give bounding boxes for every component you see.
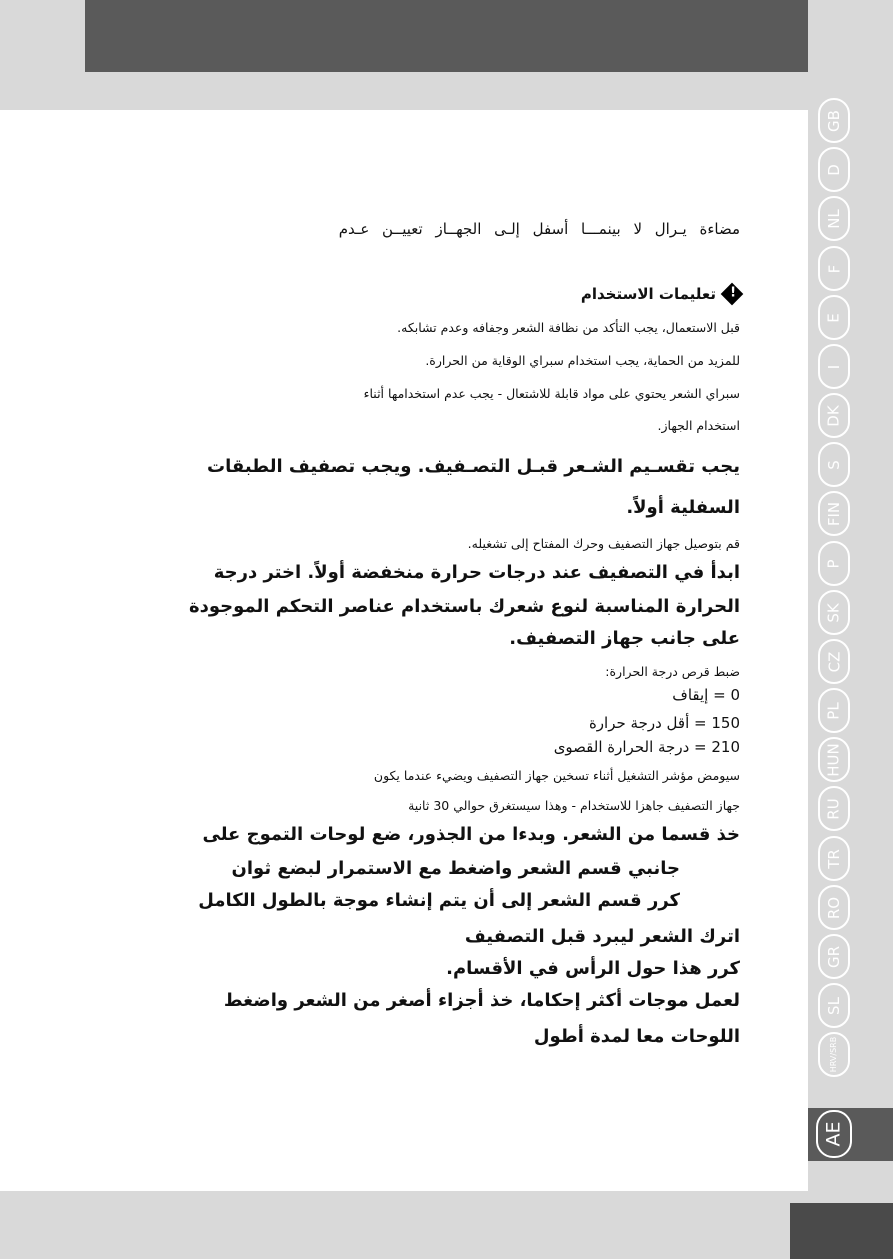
lang-tab-ro[interactable]: RO: [818, 885, 850, 930]
temp-setting: 210 = درجة الحرارة القصوى: [553, 738, 740, 756]
page-number-box: [790, 1203, 893, 1259]
lang-tab-tr[interactable]: TR: [818, 836, 850, 881]
paragraph: جهاز التصفيف جاهزا للاستخدام - وهذا سيستغرق حوالي 30 ثانية: [408, 798, 740, 813]
lang-tab-hrv-srb[interactable]: HRV/SRB: [818, 1032, 850, 1077]
warning-icon: [721, 283, 744, 306]
lang-tab-p[interactable]: P: [818, 541, 850, 586]
paragraph: خذ قسما من الشعر. وبدءا من الجذور، ضع لوحات التموج على: [202, 824, 740, 845]
paragraph: كرر هذا حول الرأس في الأقسام.: [446, 958, 740, 979]
lang-tab-dk[interactable]: DK: [818, 393, 850, 438]
lang-tab-gr[interactable]: GR: [818, 934, 850, 979]
paragraph: سيومض مؤشر التشغيل أثناء تسخين جهاز التصفيف ويضيء عندما يكون: [373, 768, 740, 783]
paragraph: يجب تقسـيم الشـعر قبـل التصـفيف. ويجب تصفيف الطبقات: [207, 456, 740, 477]
paragraph: ابدأ في التصفيف عند درجات حرارة منخفضة أولاً. اختر درجة: [213, 562, 740, 583]
paragraph: استخدام الجهاز.: [657, 418, 740, 433]
lang-tab-d[interactable]: D: [818, 147, 850, 192]
paragraph: سبراي الشعر يحتوي على مواد قابلة للاشتعال - يجب عدم استخدامها أثناء: [363, 386, 740, 401]
lang-tab-s[interactable]: S: [818, 442, 850, 487]
lang-tab-pl[interactable]: PL: [818, 688, 850, 733]
paragraph: للمزيد من الحماية، يجب استخدام سبراي الوقاية من الحرارة.: [425, 353, 740, 368]
lang-tab-e[interactable]: E: [818, 295, 850, 340]
paragraph: السفلية أولاً.: [626, 497, 740, 518]
warning-line: مضاءة يـرال لا بينمـــا أسفل إلـى الجهــاز تعييــن عـدم: [338, 220, 740, 238]
temp-setting: 150 = أقل درجة حرارة: [588, 714, 740, 732]
paragraph: اللوحات معا لمدة أطول: [533, 1026, 740, 1047]
section-title: ! تعليمات الاستخدام: [581, 285, 740, 303]
lang-tab-nl[interactable]: NL: [818, 196, 850, 241]
temp-setting: 0 = إيقاف: [672, 686, 740, 704]
paragraph: قم بتوصيل جهاز التصفيف وحرك المفتاح إلى تشغيله.: [467, 536, 740, 551]
lang-tab-ru[interactable]: RU: [818, 786, 850, 831]
lang-tab-sk[interactable]: SK: [818, 590, 850, 635]
lang-tab-fin[interactable]: FIN: [818, 491, 850, 536]
lang-tab-sl[interactable]: SL: [818, 983, 850, 1028]
paragraph: الحرارة المناسبة لنوع شعرك باستخدام عناصر التحكم الموجودة: [189, 596, 740, 617]
lang-tab-f[interactable]: F: [818, 246, 850, 291]
paragraph: على جانب جهاز التصفيف.: [509, 628, 740, 649]
paragraph: لعمل موجات أكثر إحكاما، خذ أجزاء أصغر من الشعر واضغط: [223, 990, 740, 1011]
lang-tab-hun[interactable]: HUN: [818, 737, 850, 782]
language-sidebar: [808, 92, 893, 1161]
temp-title: ضبط قرص درجة الحرارة:: [605, 664, 740, 679]
paragraph: قبل الاستعمال، يجب التأكد من نظافة الشعر وجفافه وعدم تشابكه.: [397, 320, 740, 335]
lang-tab-ae[interactable]: AE: [816, 1110, 852, 1158]
header-bar: [85, 0, 808, 72]
footer-box: [315, 1191, 808, 1259]
paragraph: جانبي قسم الشعر واضغط مع الاستمرار لبضع ثوان: [231, 858, 680, 879]
paragraph: كرر قسم الشعر إلى أن يتم إنشاء موجة بالطول الكامل: [198, 890, 680, 911]
lang-tab-gb[interactable]: GB: [818, 98, 850, 143]
lang-tab-i[interactable]: I: [818, 344, 850, 389]
lang-tab-cz[interactable]: CZ: [818, 639, 850, 684]
paragraph: اترك الشعر ليبرد قبل التصفيف: [464, 926, 740, 947]
